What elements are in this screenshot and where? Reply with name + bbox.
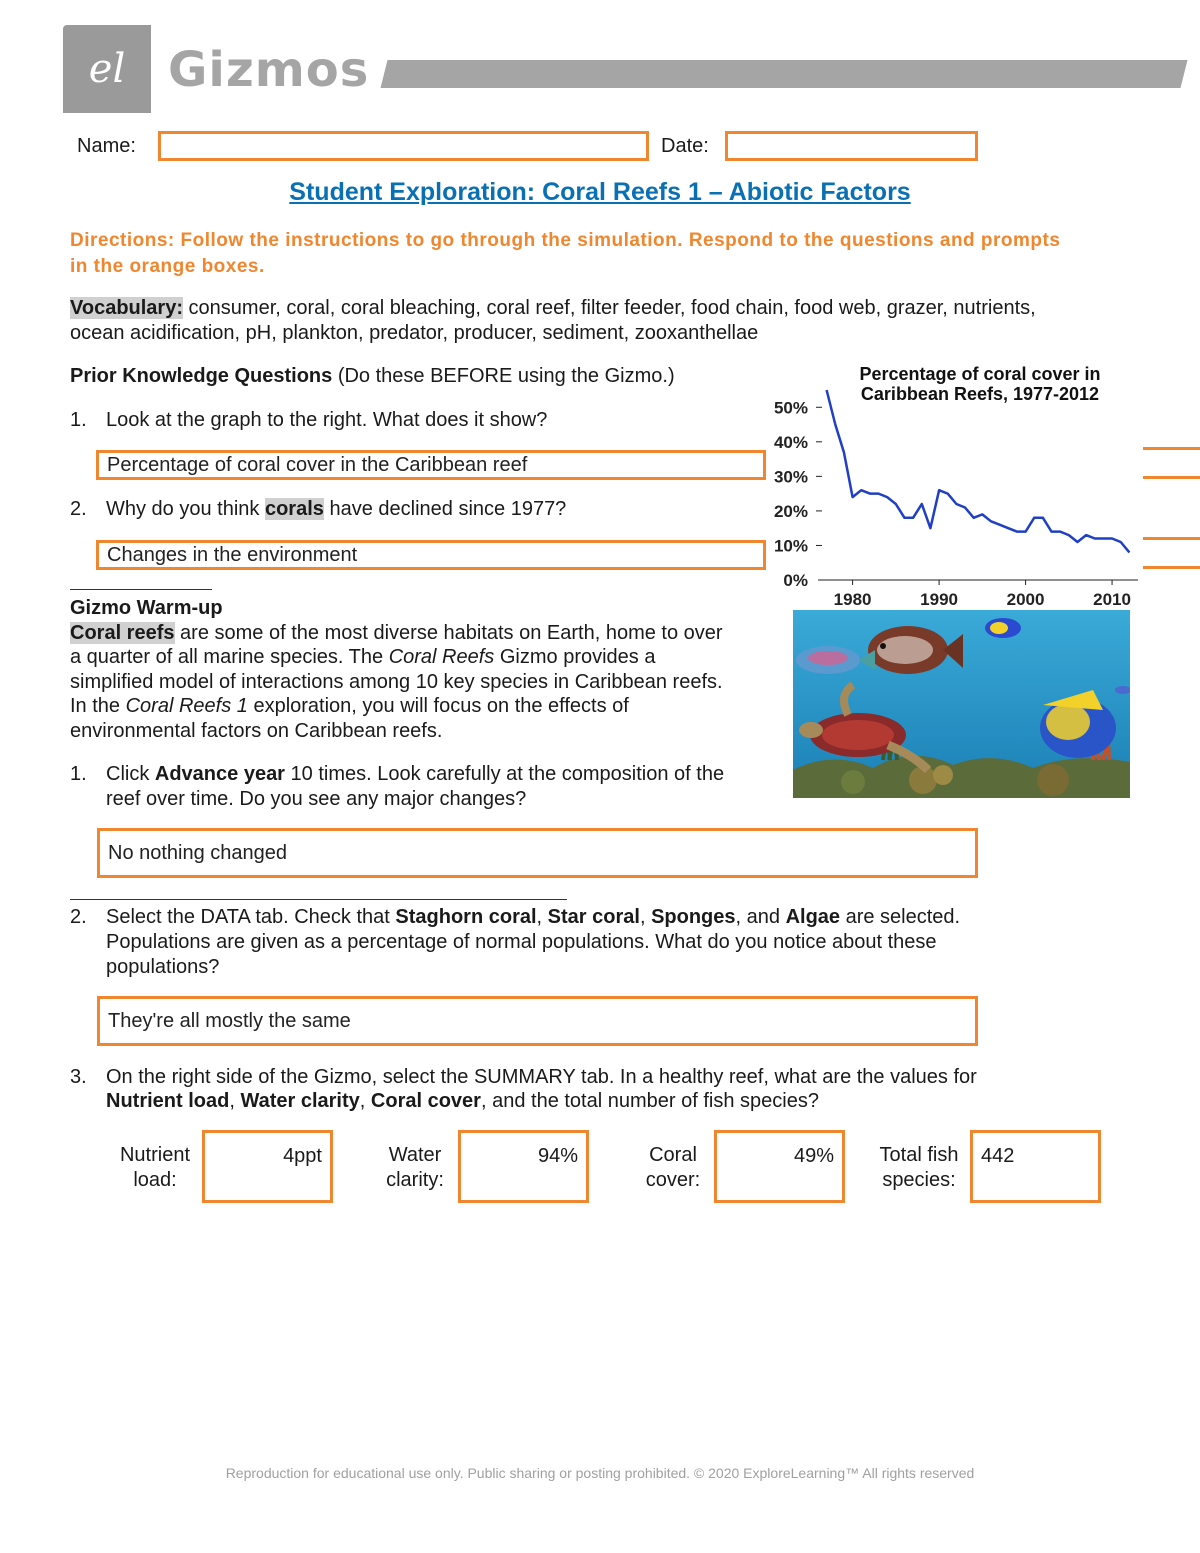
water-clarity-field[interactable]: 94%	[458, 1130, 589, 1203]
name-label: Name:	[77, 135, 136, 157]
water-clarity-label	[370, 1143, 460, 1193]
chart-title: Percentage of coral cover in Caribbean Reefs, 1977-2012	[859, 364, 1101, 404]
warmup-p2-rest: Gizmo provides a	[494, 646, 656, 668]
warmup-para-line-4	[70, 694, 629, 719]
total-fish-label	[870, 1143, 968, 1193]
gizmos-logo-text: Gizmos	[168, 42, 370, 98]
warmup-p2: a quarter of all marine species. The	[70, 646, 389, 668]
name-field[interactable]	[158, 131, 649, 161]
warmup-q2-sep-4: are selected.	[840, 906, 961, 928]
prior-answer-1[interactable]: Percentage of coral cover in the Caribbean reef	[96, 450, 766, 480]
warmup-q2-number: 2.	[70, 906, 87, 928]
warmup-q2-sep-2: ,	[639, 906, 652, 928]
vocabulary-line-1	[70, 296, 1036, 321]
prior-q2-pre: Why do you think	[106, 498, 265, 520]
warmup-p4-italic: Coral Reefs 1	[125, 695, 248, 717]
prior-answer-2[interactable]: Changes in the environment	[96, 540, 766, 570]
warmup-para-line-5: environmental factors on Caribbean reefs.	[70, 720, 443, 742]
warmup-q2-line-3: populations?	[106, 956, 220, 978]
y-tick-label: 40%	[773, 432, 808, 452]
warmup-q3-clarity: Water clarity	[240, 1090, 360, 1112]
x-tick-label: 2000	[1006, 590, 1045, 609]
warmup-q1-pre: Click	[106, 763, 155, 785]
warmup-para-line-2	[70, 645, 655, 670]
warmup-q3-sep-1: ,	[229, 1090, 241, 1112]
warmup-q1-rest: 10 times. Look carefully at the composition of the	[284, 763, 725, 785]
prior-q2-number: 2.	[70, 498, 87, 520]
warmup-coral-reefs-term: Coral reefs	[70, 622, 175, 644]
x-tick-label: 2010	[1093, 590, 1131, 609]
warmup-answer-1[interactable]: No nothing changed	[97, 828, 978, 878]
nutrient-label-1: Nutrient	[119, 1144, 191, 1166]
clarity-label-1: Water	[388, 1144, 442, 1166]
directions-text: Directions: Follow the instructions to go through the simulation. Respond to the questions and prompts in the orange boxes.	[70, 230, 1061, 277]
prior-heading-note: (Do these BEFORE using the Gizmo.)	[332, 365, 675, 387]
y-tick-label: 50%	[773, 398, 808, 418]
warmup-q2-sep-3: , and	[735, 906, 786, 928]
y-tick-label: 30%	[773, 467, 808, 487]
vocabulary-terms-2: ocean acidification, pH, plankton, predator, producer, sediment, zooxanthellae	[70, 322, 759, 344]
warmup-q1-line-2: reef over time. Do you see any major changes?	[106, 788, 527, 810]
warmup-q3-number: 3.	[70, 1066, 87, 1088]
warmup-q1-bold: Advance year	[154, 763, 285, 785]
prior-q1-text: Look at the graph to the right. What does it show?	[106, 409, 548, 431]
page-title: Student Exploration: Coral Reefs 1 – Abiotic Factors	[289, 178, 911, 206]
nutrient-label-2: load:	[133, 1169, 177, 1191]
warmup-p4-rest: exploration, you will focus on the effects of	[247, 695, 629, 717]
warmup-q2-algae: Algae	[785, 906, 841, 928]
prior-q2-bold: corals	[264, 498, 324, 520]
warmup-q1-number: 1.	[70, 763, 87, 785]
warmup-q3-cover: Coral cover	[370, 1090, 481, 1112]
prior-q1-number: 1.	[70, 409, 87, 431]
header-bar	[381, 60, 1188, 88]
warmup-q2-line-1	[106, 905, 960, 930]
warmup-q3-line-2	[106, 1089, 819, 1114]
clarity-label-2: clarity:	[386, 1169, 444, 1191]
date-field[interactable]	[725, 131, 978, 161]
y-tick-label: 20%	[773, 501, 808, 521]
cover-label-2: cover:	[645, 1169, 701, 1191]
coral-cover-label	[628, 1143, 718, 1193]
nutrient-load-label	[110, 1143, 200, 1193]
coral-cover-chart	[760, 360, 1150, 610]
warmup-q2-sep-1: ,	[536, 906, 548, 928]
fish-label-2: species:	[882, 1169, 956, 1191]
warmup-q3-sep-2: ,	[359, 1090, 371, 1112]
answer-2-border-overflow-bottom	[1143, 566, 1200, 569]
prior-q2-text	[106, 497, 566, 522]
warmup-q3-nutrient: Nutrient load	[106, 1090, 230, 1112]
section-divider-1	[70, 589, 212, 590]
logo-mark-text: el	[88, 46, 126, 92]
nutrient-load-field[interactable]: 4ppt	[202, 1130, 333, 1203]
x-tick-label: 1990	[920, 590, 958, 609]
coral-cover-field[interactable]: 49%	[714, 1130, 845, 1203]
coral-reef-image	[793, 610, 1130, 798]
warmup-q2-pre: Select the DATA tab. Check that	[106, 906, 396, 928]
x-tick-label: 1980	[833, 590, 872, 609]
gizmos-logo-mark	[63, 25, 151, 113]
answer-1-border-overflow	[1143, 447, 1200, 450]
date-label: Date:	[661, 135, 709, 157]
warmup-q1-line-1	[106, 762, 724, 787]
warmup-q2-sponges: Sponges	[651, 906, 736, 928]
prior-knowledge-heading	[70, 364, 675, 389]
y-tick-label: 0%	[783, 571, 808, 590]
footer-copyright: Reproduction for educational use only. Public sharing or posting prohibited. © 2020 ExploreLearning™ All rights reserved	[225, 1465, 975, 1481]
warmup-q2-staghorn: Staghorn coral	[395, 906, 537, 928]
warmup-para-line-1	[70, 621, 723, 646]
warmup-q3-line-1: On the right side of the Gizmo, select the SUMMARY tab. In a healthy reef, what are the values for	[106, 1066, 977, 1088]
fish-label-1: Total fish	[879, 1144, 959, 1166]
warmup-p1-rest: are some of the most diverse habitats on Earth, home to over	[174, 622, 723, 644]
cover-label-1: Coral	[649, 1144, 697, 1166]
warmup-heading: Gizmo Warm-up	[70, 597, 223, 619]
answer-1-border-overflow-bottom	[1143, 476, 1200, 479]
coral-cover-series-line	[827, 390, 1130, 552]
warmup-p2-italic: Coral Reefs	[388, 646, 495, 668]
answer-2-border-overflow	[1143, 537, 1200, 540]
vocabulary-label: Vocabulary:	[70, 297, 183, 319]
warmup-para-line-3: simplified model of interactions among 10 key species in Caribbean reefs.	[70, 671, 723, 693]
section-divider-2	[70, 899, 567, 900]
warmup-q3-sep-3: , and the total number of fish species?	[480, 1090, 819, 1112]
vocabulary-terms-1: consumer, coral, coral bleaching, coral reef, filter feeder, food chain, food web, grazer, nutrients,	[183, 297, 1036, 319]
total-fish-field[interactable]: 442	[970, 1130, 1101, 1203]
warmup-answer-2[interactable]: They're all mostly the same	[97, 996, 978, 1046]
prior-heading-bold: Prior Knowledge Questions	[70, 365, 333, 387]
warmup-q2-line-2: Populations are given as a percentage of normal populations. What do you notice about these	[106, 931, 937, 953]
y-tick-label: 10%	[773, 536, 808, 556]
prior-q2-post: have declined since 1977?	[323, 498, 567, 520]
warmup-q2-star: Star coral	[547, 906, 640, 928]
warmup-p4-pre: In the	[70, 695, 126, 717]
